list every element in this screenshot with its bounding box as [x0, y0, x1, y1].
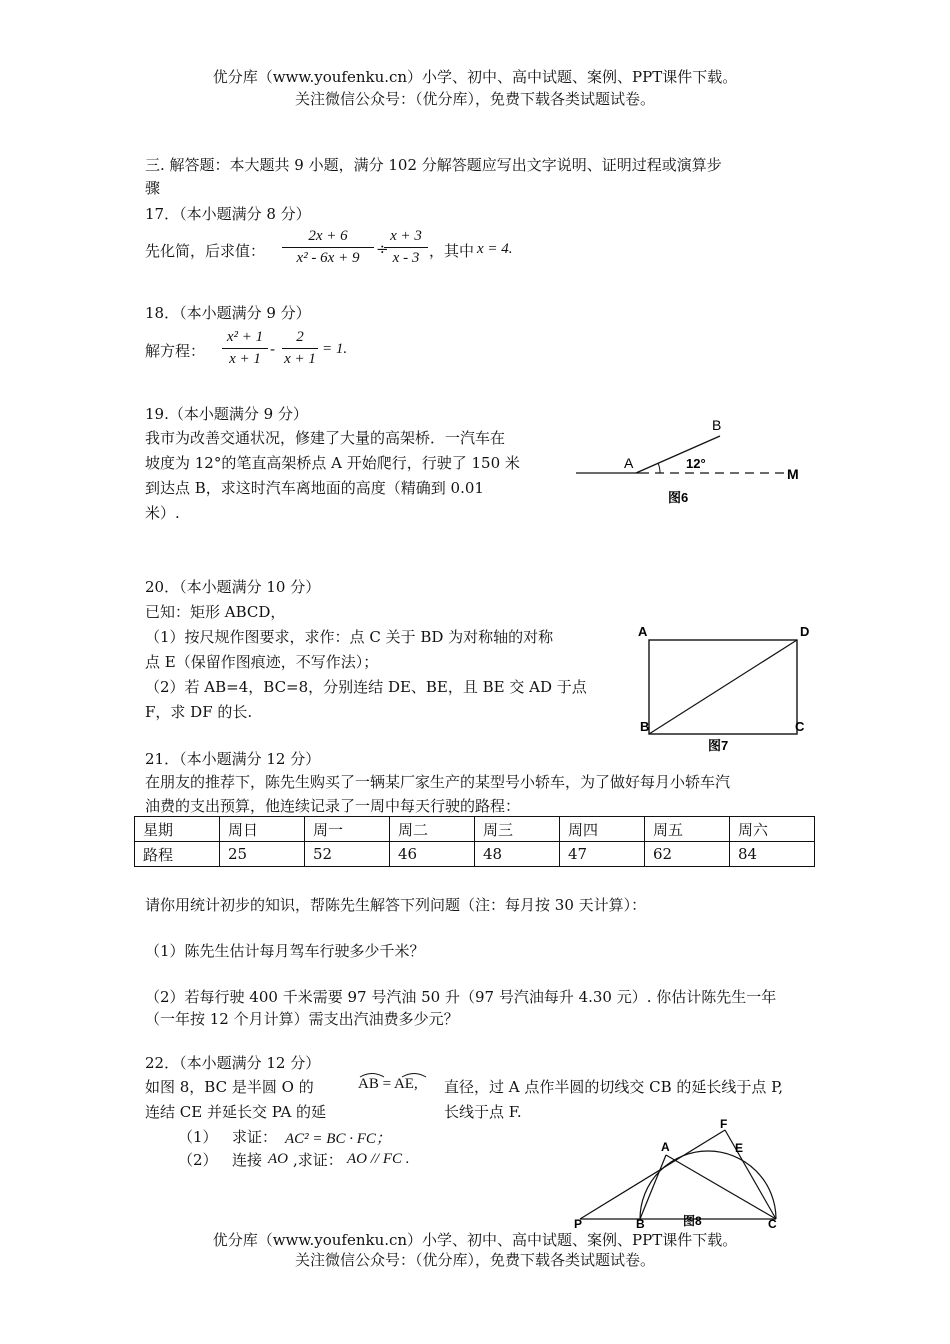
table-cell: 62 — [645, 842, 730, 867]
q18-frac1-num: x² + 1 — [222, 329, 268, 349]
fig8-semicircle — [640, 1151, 776, 1219]
fig6-angle-label: 12° — [686, 456, 706, 471]
q21-intro-1: 在朋友的推荐下，陈先生购买了一辆某厂家生产的某型号小轿车，为了做好每月小轿车汽 — [145, 773, 731, 791]
table-header-cell: 周日 — [220, 817, 305, 842]
q22-line-2a: 连结 CE 并延长交 PA 的延 — [145, 1103, 327, 1121]
table-header-cell: 周六 — [730, 817, 815, 842]
fig6-caption: 图6 — [668, 490, 689, 505]
q18-prefix: 解方程： — [145, 342, 206, 360]
fig8-line-cf — [725, 1130, 776, 1219]
q22-part-2-text-2: ,求证： — [293, 1151, 343, 1169]
q18-fraction-2 — [282, 329, 318, 368]
q17-suffix: ，其中 — [429, 242, 475, 260]
q17-frac1-num: 2x + 6 — [282, 228, 374, 248]
q21-part-2-line-1: （2）若每行驶 400 千米需要 97 号汽油 50 升（97 号汽油每升 4.30 元）. 你估计陈先生一年 — [145, 988, 777, 1006]
q22-part-2-math-2: AO // FC . — [347, 1151, 410, 1167]
section-title-cont: 骤 — [145, 179, 161, 197]
q19-line-2: 坡度为 12°的笔直高架桥点 A 开始爬行，行驶了 150 米 — [145, 454, 520, 472]
table-row — [135, 842, 815, 867]
q22-arc-text: AB = AE, — [358, 1076, 418, 1092]
q18-frac2-num: 2 — [282, 329, 318, 349]
q18-frac1-den: x + 1 — [229, 351, 261, 367]
table-header-cell: 周二 — [390, 817, 475, 842]
fig8-line-ac — [666, 1155, 776, 1219]
figure-7 — [630, 622, 820, 758]
q19-line-3: 到达点 B，求这时汽车离地面的高度（精确到 0.01 — [145, 479, 484, 497]
q17-head: 17．（本小题满分 8 分） — [145, 205, 311, 223]
footer-line-2: 关注微信公众号：（优分库），免费下载各类试题试卷。 — [294, 1251, 655, 1269]
table-header-cell: 星期 — [135, 817, 220, 842]
q17-divide: ÷ — [376, 240, 389, 258]
q19-line-4: 米）. — [145, 504, 180, 522]
q17-frac1-den: x² - 6x + 9 — [296, 250, 360, 266]
q21-head: 21．（本小题满分 12 分） — [145, 750, 321, 768]
q20-line-3: 点 E（保留作图痕迹，不写作法）； — [145, 653, 379, 671]
q22-part-2-text: 连接 — [232, 1151, 263, 1169]
fig8-tangent-pf — [580, 1130, 725, 1219]
table-header-cell: 周三 — [475, 817, 560, 842]
q17-condition: x = 4. — [477, 241, 513, 257]
q22-part-2-label: （2） — [178, 1151, 218, 1169]
q20-head: 20．（本小题满分 10 分） — [145, 578, 321, 596]
q22-head: 22．（本小题满分 12 分） — [145, 1054, 321, 1072]
arc-mark-icon — [358, 1070, 448, 1078]
section-title: 三. 解答题：本大题共 9 小题，满分 102 分解答题应写出文字说明、证明过程或演算步 — [145, 156, 722, 174]
fig6-angle-arc — [658, 463, 660, 473]
table-row — [135, 817, 815, 842]
q17-frac2-num: x + 3 — [384, 228, 428, 248]
fig8-label-p: P — [574, 1217, 583, 1231]
q19-line-1: 我市为改善交通状况，修建了大量的高架桥．一汽车在 — [145, 429, 506, 447]
fig6-label-a: A — [624, 455, 634, 471]
footer-line-1: 优分库（www.youfenku.cn）小学、初中、高中试题、案例、PPT课件下载。 — [212, 1231, 738, 1249]
fig8-label-b: B — [636, 1217, 645, 1231]
fig6-bridge-line — [636, 436, 720, 473]
q17-frac2-den: x - 3 — [392, 250, 420, 266]
q18-head: 18．（本小题满分 9 分） — [145, 304, 311, 322]
table-cell: 25 — [220, 842, 305, 867]
mileage-table — [134, 816, 815, 867]
q20-line-5: F，求 DF 的长. — [145, 703, 253, 721]
q20-line-4: （2）若 AB=4，BC=8，分别连结 DE、BE，且 BE 交 AD 于点 — [145, 678, 587, 696]
q21-prompt: 请你用统计初步的知识，帮陈先生解答下列问题（注：每月按 30 天计算）： — [145, 896, 647, 914]
table-cell: 84 — [730, 842, 815, 867]
q22-part-1-text: 求证： — [232, 1128, 278, 1146]
q17-fraction-2 — [384, 228, 428, 267]
q18-rhs: = 1. — [322, 341, 348, 357]
fig8-caption: 图8 — [683, 1214, 702, 1228]
table-cell: 48 — [475, 842, 560, 867]
fig7-label-d: D — [800, 624, 810, 639]
fig8-label-c: C — [768, 1217, 777, 1231]
q21-part-1: （1）陈先生估计每月驾车行驶多少千米？ — [145, 942, 425, 960]
table-header-cell: 周四 — [560, 817, 645, 842]
table-cell: 52 — [305, 842, 390, 867]
fig7-label-b: B — [640, 719, 650, 734]
table-cell: 47 — [560, 842, 645, 867]
q20-line-2: （1）按尺规作图要求，求作：点 C 关于 BD 为对称轴的对称 — [145, 628, 554, 646]
q17-prefix: 先化简，后求值： — [145, 242, 266, 260]
q18-minus: - — [270, 340, 276, 358]
q17-fraction-1 — [282, 228, 374, 267]
fig7-diagonal-bd — [649, 640, 797, 734]
fig7-label-a: A — [638, 624, 648, 639]
q19-head: 19.（本小题满分 9 分） — [145, 405, 308, 423]
q21-intro-2: 油费的支出预算，他连续记录了一周中每天行驶的路程： — [145, 797, 521, 815]
q18-frac2-den: x + 1 — [284, 351, 316, 367]
q20-line-1: 已知：矩形 ABCD， — [145, 603, 286, 621]
q22-line-1a: 如图 8，BC 是半圆 O 的 — [145, 1078, 314, 1096]
q21-part-2-line-2: （一年按 12 个月计算）需支出汽油费多少元？ — [145, 1010, 459, 1028]
q22-arc-equality — [358, 1076, 418, 1093]
table-header-cell: 周一 — [305, 817, 390, 842]
fig8-label-a: A — [661, 1140, 670, 1154]
q22-part-1-math: AC² = BC · FC； — [285, 1131, 391, 1147]
table-header-cell: 周五 — [645, 817, 730, 842]
fig7-label-c: C — [795, 719, 805, 734]
header-line-2: 关注微信公众号：（优分库），免费下载各类试题试卷。 — [294, 90, 655, 108]
fig8-line-ab — [640, 1155, 666, 1219]
table-cell: 路程 — [135, 842, 220, 867]
q22-line-1b: 直径，过 A 点作半圆的切线交 CB 的延长线于点 P, — [444, 1078, 783, 1096]
header-line-1: 优分库（www.youfenku.cn）小学、初中、高中试题、案例、PPT课件下载。 — [212, 68, 738, 86]
fig7-caption: 图7 — [708, 738, 729, 753]
fig6-label-m: M — [787, 466, 799, 482]
fig6-label-b: B — [712, 417, 722, 433]
fig8-label-e: E — [735, 1141, 744, 1155]
q18-fraction-1 — [222, 329, 268, 368]
fig8-label-f: F — [720, 1117, 728, 1131]
q22-part-2-math-1: AO — [268, 1151, 288, 1167]
q22-line-2b: 长线于点 F. — [444, 1103, 522, 1121]
q22-part-1-label: （1） — [178, 1128, 218, 1146]
figure-6 — [570, 410, 810, 510]
table-cell: 46 — [390, 842, 475, 867]
figure-8 — [568, 1115, 788, 1231]
